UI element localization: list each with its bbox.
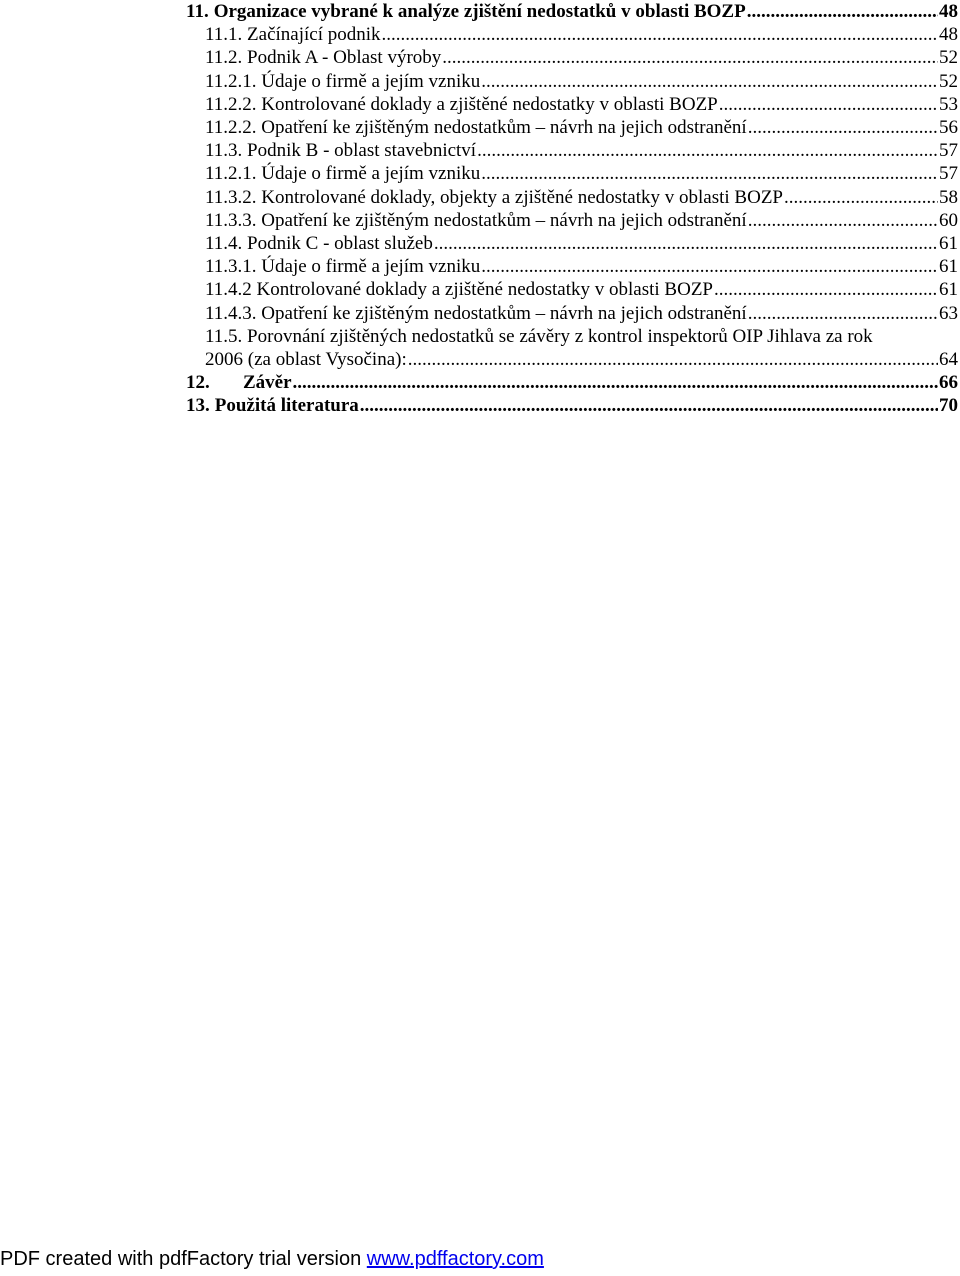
dot-leader: [382, 23, 938, 46]
dot-leader: [293, 371, 938, 394]
toc-number: 11.2.2.: [205, 93, 257, 115]
toc-page-number: 58: [939, 186, 958, 208]
dot-leader: [481, 255, 938, 278]
toc-title: Údaje o firmě a jejím vzniku: [261, 163, 481, 185]
toc-number: 11.4.: [205, 233, 243, 255]
toc-page-number: 53: [939, 93, 958, 115]
toc-title: Kontrolované doklady a zjištěné nedostatky v oblasti BOZP: [261, 93, 718, 115]
toc-number: 11.3.: [205, 140, 243, 162]
toc-entry[interactable]: [186, 70, 958, 93]
toc-entry[interactable]: [186, 278, 958, 301]
dot-leader: [784, 186, 938, 209]
toc-page-number: 66: [939, 372, 958, 394]
dot-leader: [360, 394, 938, 417]
toc-page-number: 70: [939, 395, 958, 417]
toc-number: 12.: [186, 372, 210, 394]
dot-leader: [747, 0, 938, 23]
toc-entry[interactable]: [186, 116, 958, 139]
toc-title: Podnik C - oblast služeb: [247, 233, 433, 255]
dot-leader: [748, 116, 938, 139]
toc-title: Použitá literatura: [214, 395, 359, 417]
toc-number: 11.2.2.: [205, 117, 257, 139]
toc-entry[interactable]: [186, 186, 958, 209]
toc-title: Závěr: [243, 372, 292, 394]
pdf-footer: [0, 1247, 544, 1271]
toc-entry[interactable]: [186, 302, 958, 325]
footer-text: PDF created with pdfFactory trial version: [0, 1248, 367, 1270]
toc-number: 11.5.: [205, 325, 243, 347]
footer-link[interactable]: www.pdffactory.com: [366, 1248, 544, 1270]
toc-entry[interactable]: [186, 162, 958, 185]
toc-title-continuation: 2006 (za oblast Vysočina):: [205, 349, 407, 371]
toc-page-number: 56: [939, 117, 958, 139]
toc-page-number: 61: [939, 233, 958, 255]
toc-entry[interactable]: [186, 93, 958, 116]
dot-leader: [408, 348, 938, 371]
toc-entry[interactable]: [186, 23, 958, 46]
toc-page-number: 61: [939, 256, 958, 278]
dot-leader: [748, 302, 938, 325]
toc-title: Kontrolované doklady a zjištěné nedostatky v oblasti BOZP: [256, 279, 713, 301]
toc-number: 11.2.1.: [205, 163, 257, 185]
toc-title: Začínající podnik: [247, 24, 381, 46]
toc-page-number: 52: [939, 47, 958, 69]
toc-title: Údaje o firmě a jejím vzniku: [261, 70, 481, 92]
toc-page-number: 48: [939, 1, 958, 22]
toc-page-number: 64: [939, 349, 958, 371]
toc-page-number: 57: [939, 163, 958, 185]
dot-leader: [481, 162, 938, 185]
toc-page-number: 52: [939, 70, 958, 92]
toc-entry[interactable]: [186, 46, 958, 69]
toc-number: 11.: [186, 1, 209, 22]
toc-title: Opatření ke zjištěným nedostatkům – návrh na jejich odstranění: [261, 302, 747, 324]
toc-title: Údaje o firmě a jejím vzniku: [261, 256, 481, 278]
dot-leader: [714, 278, 938, 301]
toc-number: 11.2.1.: [205, 70, 257, 92]
toc-page-number: 61: [939, 279, 958, 301]
toc-number: 11.3.2.: [205, 186, 257, 208]
toc-entry[interactable]: [186, 325, 958, 371]
toc-number: 11.4.2: [205, 279, 252, 301]
dot-leader: [481, 70, 938, 93]
toc-entry[interactable]: [186, 232, 958, 255]
toc-number: 11.2.: [205, 47, 243, 69]
toc-title: Organizace vybrané k analýze zjištění nedostatků v oblasti BOZP: [213, 1, 746, 22]
toc-entry[interactable]: [186, 371, 958, 394]
toc-title: Opatření ke zjištěným nedostatkům – návrh na jejich odstranění: [261, 117, 747, 139]
toc-entry[interactable]: [186, 394, 958, 417]
dot-leader: [748, 209, 938, 232]
toc-entry[interactable]: [186, 255, 958, 278]
toc-entry[interactable]: [186, 209, 958, 232]
table-of-contents: [186, 0, 958, 418]
toc-entry[interactable]: [186, 0, 958, 23]
toc-title: Podnik B - oblast stavebnictví: [247, 140, 477, 162]
toc-entry[interactable]: [186, 139, 958, 162]
toc-number: 11.4.3.: [205, 302, 257, 324]
dot-leader: [442, 46, 938, 69]
dot-leader: [719, 93, 938, 116]
dot-leader: [477, 139, 938, 162]
toc-page-number: 63: [939, 302, 958, 324]
toc-number: 11.3.3.: [205, 209, 257, 231]
toc-number: 11.1.: [205, 24, 243, 46]
toc-page-number: 57: [939, 140, 958, 162]
toc-title: Podnik A - Oblast výroby: [247, 47, 442, 69]
toc-title: Porovnání zjištěných nedostatků se závěry z kontrol inspektorů OIP Jihlava za rok: [247, 325, 873, 347]
toc-number: 11.3.1.: [205, 256, 257, 278]
toc-title: Opatření ke zjištěným nedostatkům – návrh na jejich odstranění: [261, 209, 747, 231]
toc-number: 13.: [186, 395, 210, 417]
dot-leader: [434, 232, 938, 255]
toc-title: Kontrolované doklady, objekty a zjištěné nedostatky v oblasti BOZP: [261, 186, 783, 208]
toc-page-number: 60: [939, 209, 958, 231]
toc-page-number: 48: [939, 24, 958, 46]
